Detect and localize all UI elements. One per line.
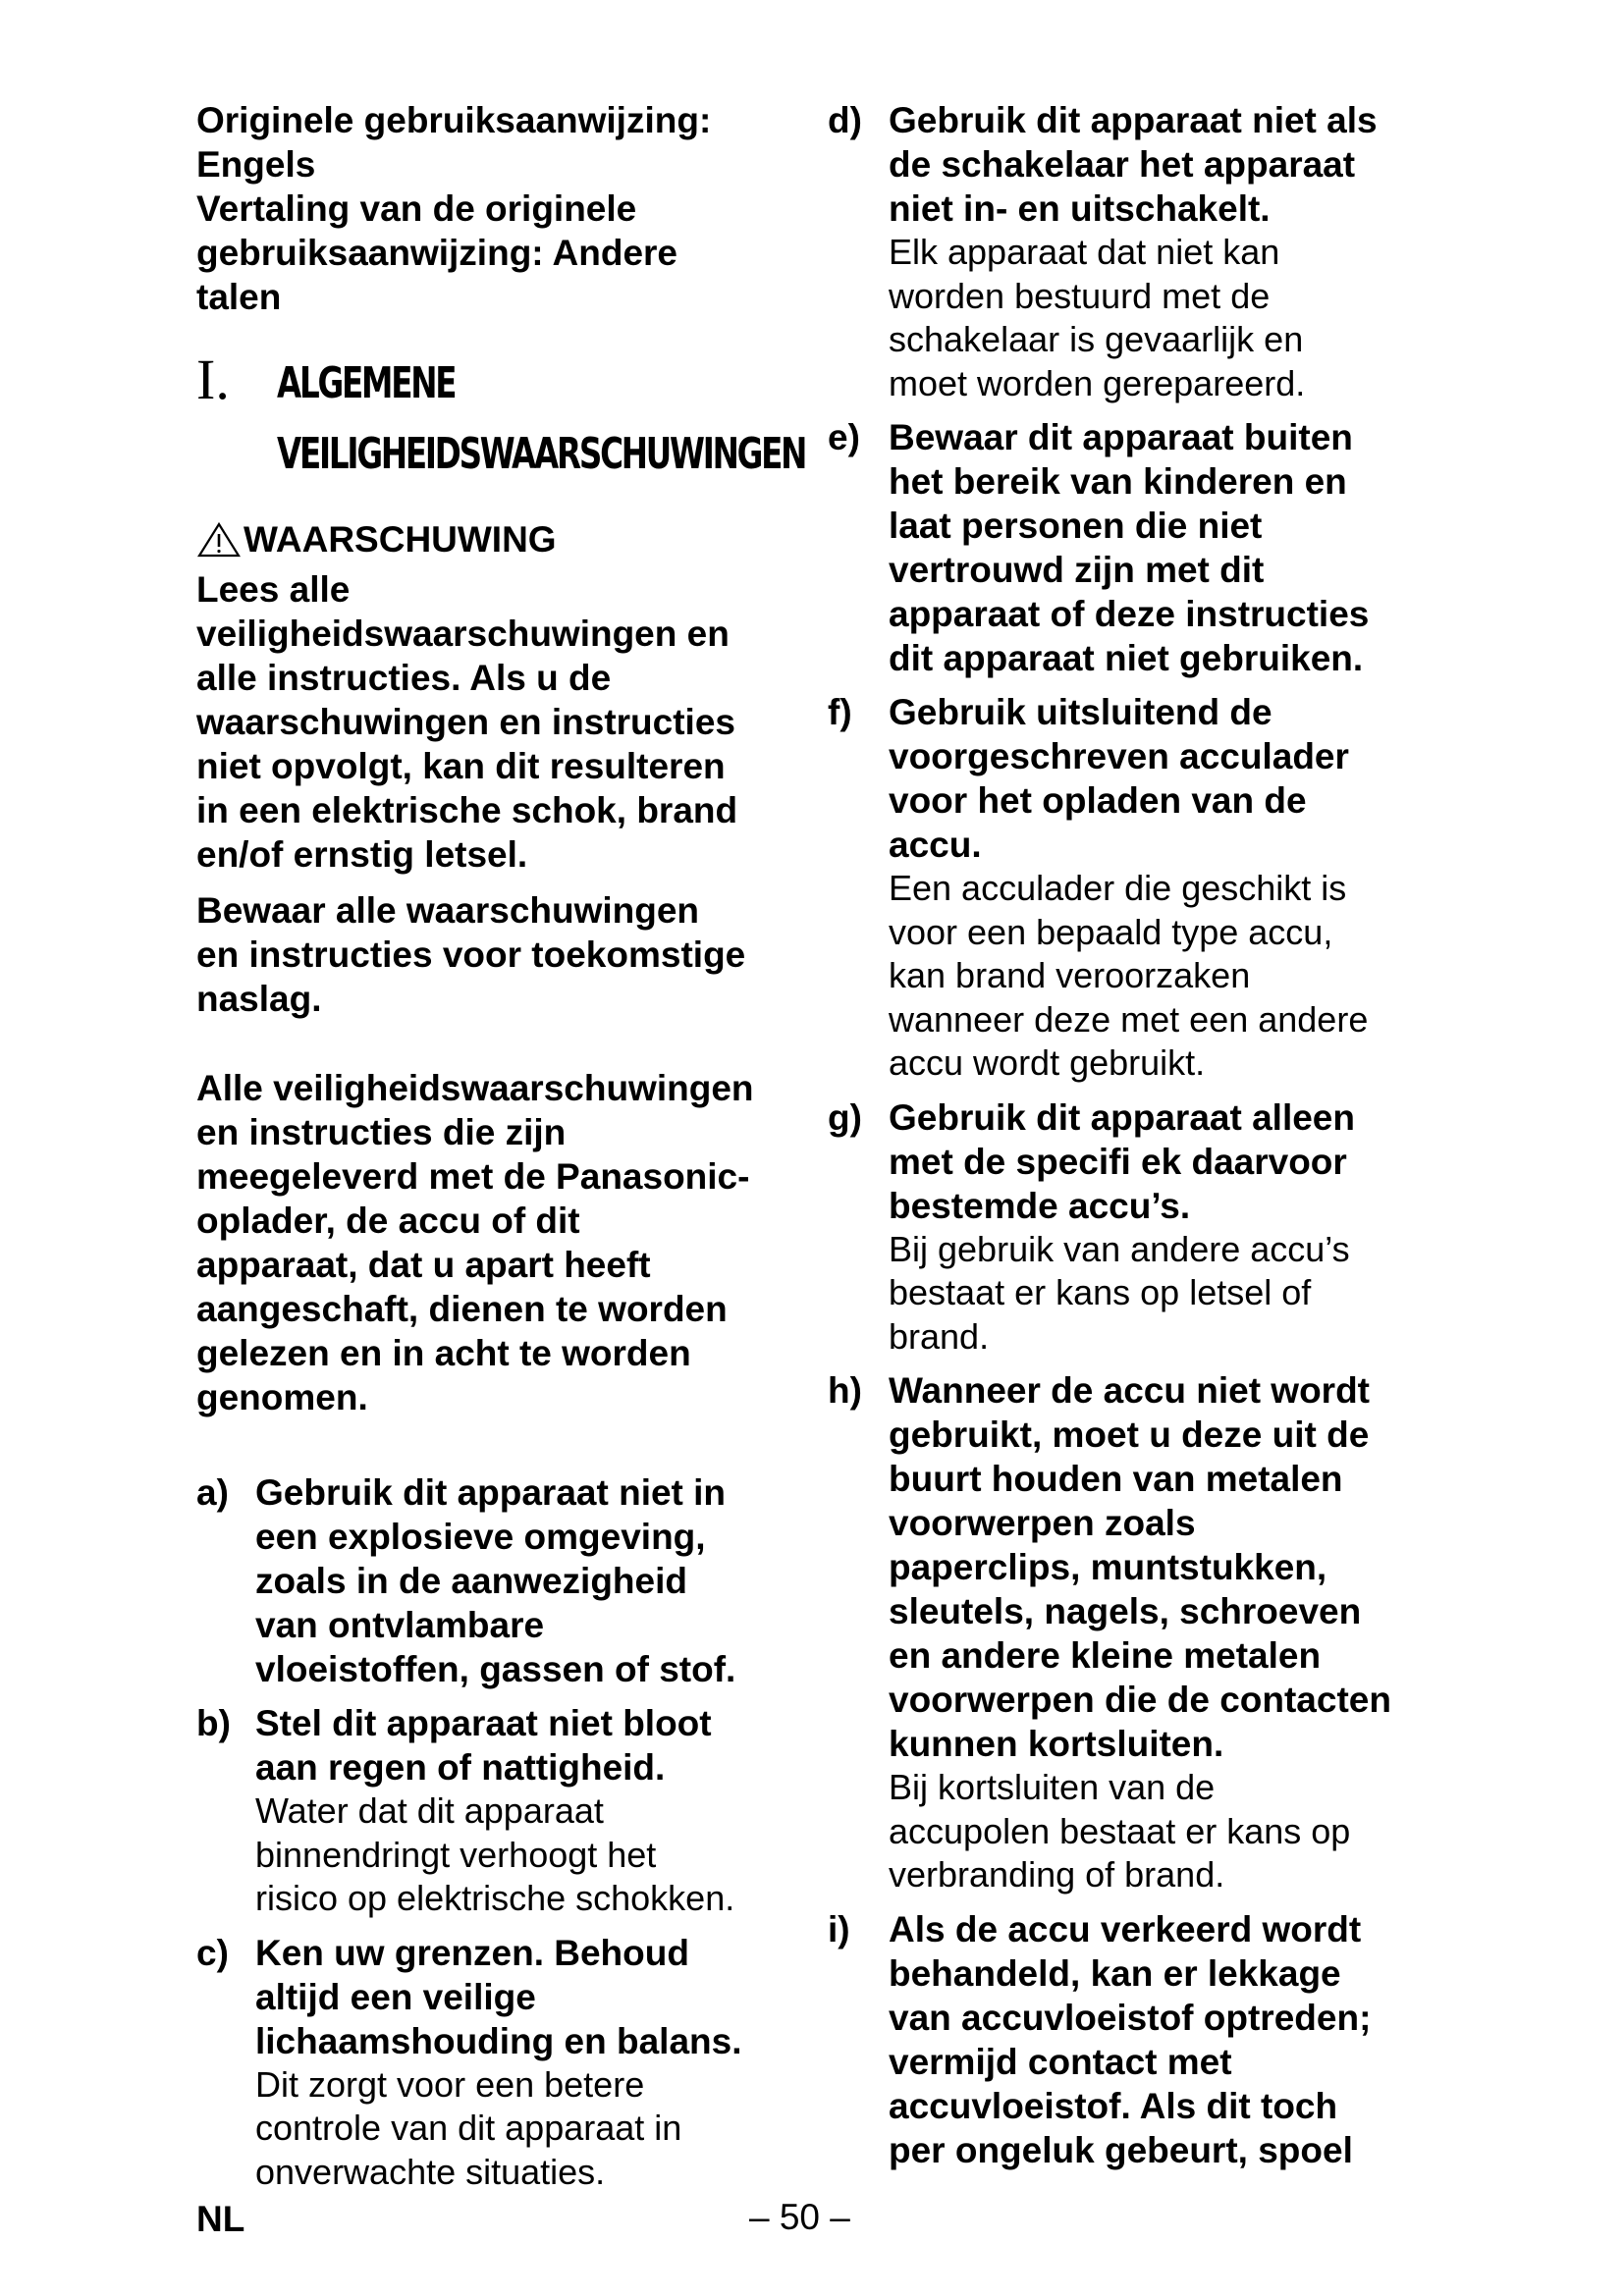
text-line: schakelaar is gevaarlijk en	[889, 319, 1304, 359]
section-heading	[196, 348, 825, 496]
text-line: Als de accu verkeerd wordt	[889, 1908, 1362, 1949]
text-line: altijd een veilige	[255, 1976, 536, 2017]
text-line: Bewaar alle waarschuwingen	[196, 890, 700, 931]
text-line: bestemde accu’s.	[889, 1185, 1191, 1226]
text-line: Bij kortsluiten van de	[889, 1767, 1216, 1807]
list-item	[196, 1701, 825, 1921]
item-list	[196, 1470, 825, 2194]
text-line: paperclips, muntstukken,	[889, 1547, 1327, 1587]
text-line: Gebruik dit apparaat alleen	[889, 1096, 1355, 1138]
item-label: a)	[196, 1472, 229, 1513]
text-line: aan regen of nattigheid.	[255, 1747, 666, 1788]
text-line: moet worden gerepareerd.	[889, 362, 1306, 403]
text-line: voor een bepaald type accu,	[889, 911, 1333, 952]
text-line: in een elektrische schok, brand	[196, 790, 738, 830]
text-line: dit apparaat niet gebruiken.	[889, 638, 1364, 678]
text-line: niet in- en uitschakelt.	[889, 188, 1271, 229]
text-line: Gebruik dit apparaat niet in	[255, 1472, 727, 1513]
text-line: accuvloeistof. Als dit toch	[889, 2085, 1338, 2126]
text-line: Ken uw grenzen. Behoud	[255, 1932, 689, 1973]
text-line: gebruikt, moet u deze uit de	[889, 1415, 1370, 1455]
list-item	[196, 1931, 825, 2195]
intro-line: Originele gebruiksaanwijzing:	[196, 100, 712, 140]
text-line: Dit zorgt voor een betere	[255, 2063, 645, 2105]
text-line: het bereik van kinderen en	[889, 461, 1347, 502]
list-item	[830, 690, 1448, 1086]
text-line: gelezen en in acht te worden	[196, 1333, 691, 1373]
text-line: binnendringt verhoogt het	[255, 1834, 657, 1875]
text-line: worden bestuurd met de	[889, 275, 1271, 316]
text-line: een explosieve omgeving,	[255, 1517, 706, 1557]
text-line: kan brand veroorzaken	[889, 955, 1251, 995]
warning-heading	[196, 517, 825, 561]
text-line: Stel dit apparaat niet bloot	[255, 1703, 712, 1743]
text-line: per ongeluk gebeurt, spoel	[889, 2129, 1353, 2170]
text-line: buurt houden van metalen	[889, 1459, 1343, 1499]
text-line: alle instructies. Als u de	[196, 658, 612, 698]
paragraph	[196, 1066, 825, 1419]
list-item	[830, 1907, 1448, 2172]
text-line: voorwerpen die de contacten	[889, 1680, 1391, 1720]
text-line: Wanneer de accu niet wordt	[889, 1370, 1370, 1411]
text-line: zoals in de aanwezigheid	[255, 1561, 687, 1601]
text-line: Lees alle	[196, 569, 351, 610]
text-line: en instructies voor toekomstige	[196, 934, 746, 975]
intro-line: gebruiksaanwijzing: Andere	[196, 233, 677, 273]
text-line: niet opvolgt, kan dit resulteren	[196, 746, 726, 786]
paragraph	[196, 567, 825, 877]
text-line: voorgeschreven acculader	[889, 736, 1349, 776]
text-line: behandeld, kan er lekkage	[889, 1952, 1341, 1994]
list-item	[830, 1095, 1448, 1360]
text-line: accu.	[889, 825, 982, 865]
text-line: Bij gebruik van andere accu’s	[889, 1228, 1350, 1269]
item-label: c)	[196, 1932, 229, 1973]
section-title-line: ALGEMENE	[277, 358, 456, 408]
intro-line: Engels	[196, 144, 316, 185]
item-label: i)	[828, 1908, 850, 1949]
text-line: Een acculader die geschikt is	[889, 868, 1347, 908]
text-line: risico op elektrische schokken.	[255, 1878, 735, 1918]
text-line: accupolen bestaat er kans op	[889, 1810, 1351, 1851]
text-line: vloeistoffen, gassen of stof.	[255, 1649, 736, 1689]
list-item	[830, 415, 1448, 680]
warning-label: WAARSCHUWING	[244, 519, 557, 560]
text-line: controle van dit apparaat in	[255, 2108, 682, 2148]
text-line: laat personen die niet	[889, 506, 1263, 546]
paragraph	[196, 888, 825, 1021]
text-line: en/of ernstig letsel.	[196, 834, 528, 875]
text-line: vertrouwd zijn met dit	[889, 550, 1265, 590]
text-line: Gebruik dit apparaat niet als	[889, 100, 1378, 140]
right-column	[830, 98, 1448, 2172]
text-line: en instructies die zijn	[196, 1112, 567, 1152]
item-label: g)	[828, 1096, 862, 1138]
text-line: Elk apparaat dat niet kan	[889, 232, 1280, 272]
text-line: vermijd contact met	[889, 2041, 1232, 2082]
text-line: brand.	[889, 1315, 990, 1357]
intro-line: Vertaling van de originele	[196, 188, 637, 229]
item-label: e)	[828, 417, 860, 457]
intro-line: talen	[196, 277, 282, 317]
text-line: meegeleverd met de Panasonic-	[196, 1156, 750, 1197]
text-line: kunnen kortsluiten.	[889, 1724, 1224, 1764]
text-line: sleutels, nagels, schroeven	[889, 1591, 1362, 1631]
warning-triangle-icon	[196, 521, 242, 559]
text-line: de schakelaar het apparaat	[889, 144, 1356, 185]
text-line: van ontvlambare	[255, 1605, 545, 1645]
text-line: aangeschaft, dienen te worden	[196, 1289, 728, 1329]
list-item	[830, 1368, 1448, 1897]
text-line: naslag.	[196, 979, 322, 1019]
text-line: en andere kleine metalen	[889, 1635, 1322, 1676]
text-line: waarschuwingen en instructies	[196, 702, 735, 742]
text-line: Alle veiligheidswaarschuwingen	[196, 1068, 754, 1108]
text-line: oplader, de accu of dit	[196, 1201, 580, 1241]
text-line: voor het opladen van de	[889, 780, 1307, 821]
text-line: Bewaar dit apparaat buiten	[889, 417, 1353, 457]
text-line: apparaat, dat u apart heeft	[196, 1245, 651, 1285]
list-item	[196, 1470, 825, 1691]
list-item	[830, 98, 1448, 405]
page-number: – 50 –	[749, 2197, 850, 2237]
text-line: van accuvloeistof optreden;	[889, 1997, 1372, 2038]
language-code: NL	[196, 2199, 245, 2239]
text-line: lichaamshouding en balans.	[255, 2020, 742, 2061]
text-line: verbranding of brand.	[889, 1854, 1225, 1895]
text-line: accu wordt gebruikt.	[889, 1042, 1206, 1083]
text-line: met de specifi ek daarvoor	[889, 1141, 1347, 1182]
text-line: veiligheidswaarschuwingen en	[196, 614, 730, 654]
text-line: genomen.	[196, 1377, 368, 1417]
text-line: Water dat dit apparaat	[255, 1790, 604, 1831]
text-line: Gebruik uitsluitend de	[889, 692, 1272, 732]
text-line: onverwachte situaties.	[255, 2151, 606, 2192]
text-line: apparaat of deze instructies	[889, 594, 1370, 634]
section-title-line: VEILIGHEIDSWAARSCHUWINGEN	[277, 429, 806, 479]
left-column	[196, 98, 825, 2194]
text-line: voorwerpen zoals	[889, 1503, 1196, 1543]
item-label: b)	[196, 1703, 231, 1743]
item-label: d)	[828, 100, 862, 140]
item-label: h)	[828, 1370, 862, 1411]
section-number: I.	[196, 347, 230, 411]
section-title	[277, 348, 805, 490]
item-label: f)	[828, 692, 852, 732]
intro-block	[196, 98, 825, 319]
text-line: wanneer deze met een andere	[889, 998, 1369, 1040]
text-line: bestaat er kans op letsel of	[889, 1272, 1312, 1312]
